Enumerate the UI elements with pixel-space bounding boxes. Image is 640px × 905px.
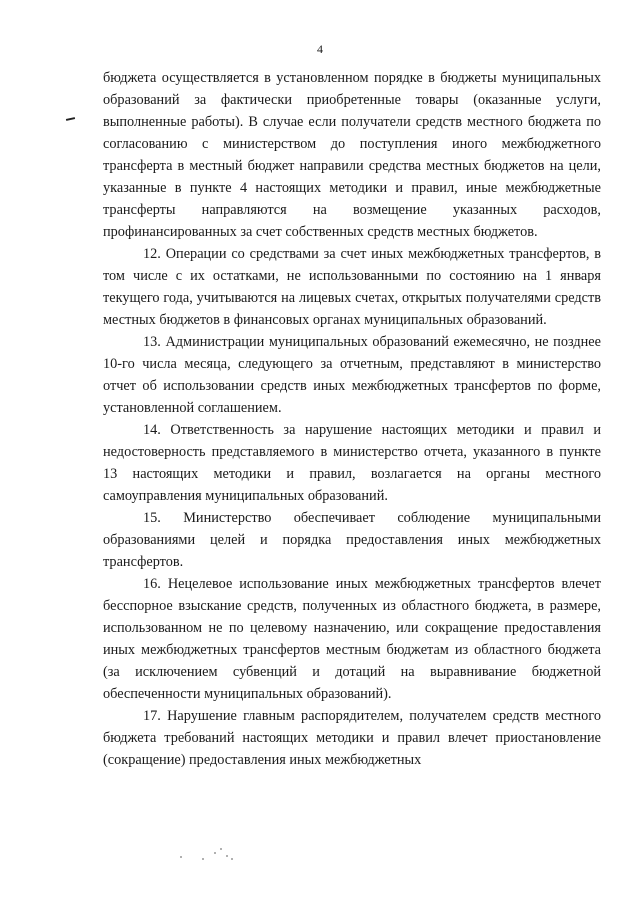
paragraph-14: 14. Ответственность за нарушение настоящих методики и правил и недостоверность представляемого в министерство отчета, указанного в пункте 13 настоящих методики и правил, возлагается на органы местного самоуправления муниципальных образований. [103, 422, 601, 504]
document-body [103, 67, 601, 771]
paragraph-16: 16. Нецелевое использование иных межбюджетных трансфертов влечет бесспорное взыскание средств, полученных из областного бюджета, в размере, использованном не по целевому назначению, или сокращение предоставления иных межбюджетных трансфертов местным бюджетам из областного бюджета (за исключением субвенций и дотаций на выравнивание бюджетной обеспеченности муниципальных образований). [103, 576, 601, 702]
paragraph-17: 17. Нарушение главным распорядителем, получателем средств местного бюджета требований настоящих методики и правил влечет приостановление (сокращение) предоставления иных межбюджетных [103, 708, 601, 768]
paragraph-15: 15. Министерство обеспечивает соблюдение муниципальными образованиями целей и порядка предоставления иных межбюджетных трансфертов. [103, 510, 601, 570]
paragraph-12: 12. Операции со средствами за счет иных межбюджетных трансфертов, в том числе с их остатками, не использованными по состоянию на 1 января текущего года, учитываются на лицевых счетах, открытых получателями средств местных бюджетов в финансовых органах муниципальных образований. [103, 246, 601, 328]
paragraph-13: 13. Администрации муниципальных образований ежемесячно, не позднее 10-го числа месяца, следующего за отчетным, представляют в министерство отчет об использовании средств иных межбюджетных трансфертов по форме, установленной соглашением. [103, 334, 601, 416]
paragraph-continuation: бюджета осуществляется в установленном порядке в бюджеты муниципальных образований за фактически приобретенные товары (оказанные услуги, выполненные работы). В случае если получатели средств местного бюджета по согласованию с министерством до поступления иного межбюджетного трансферта в местный бюджет направили средства местных бюджетов на цели, указанные в пункте 4 настоящих методики и правил, иные межбюджетные трансферты направляются на возмещение указанных расходов, профинансированных за счет собственных средств местных бюджетов. [103, 70, 601, 240]
page-number: 4 [317, 42, 323, 56]
scan-artifact-mark [66, 117, 75, 121]
scan-artifact-dots [176, 846, 236, 862]
